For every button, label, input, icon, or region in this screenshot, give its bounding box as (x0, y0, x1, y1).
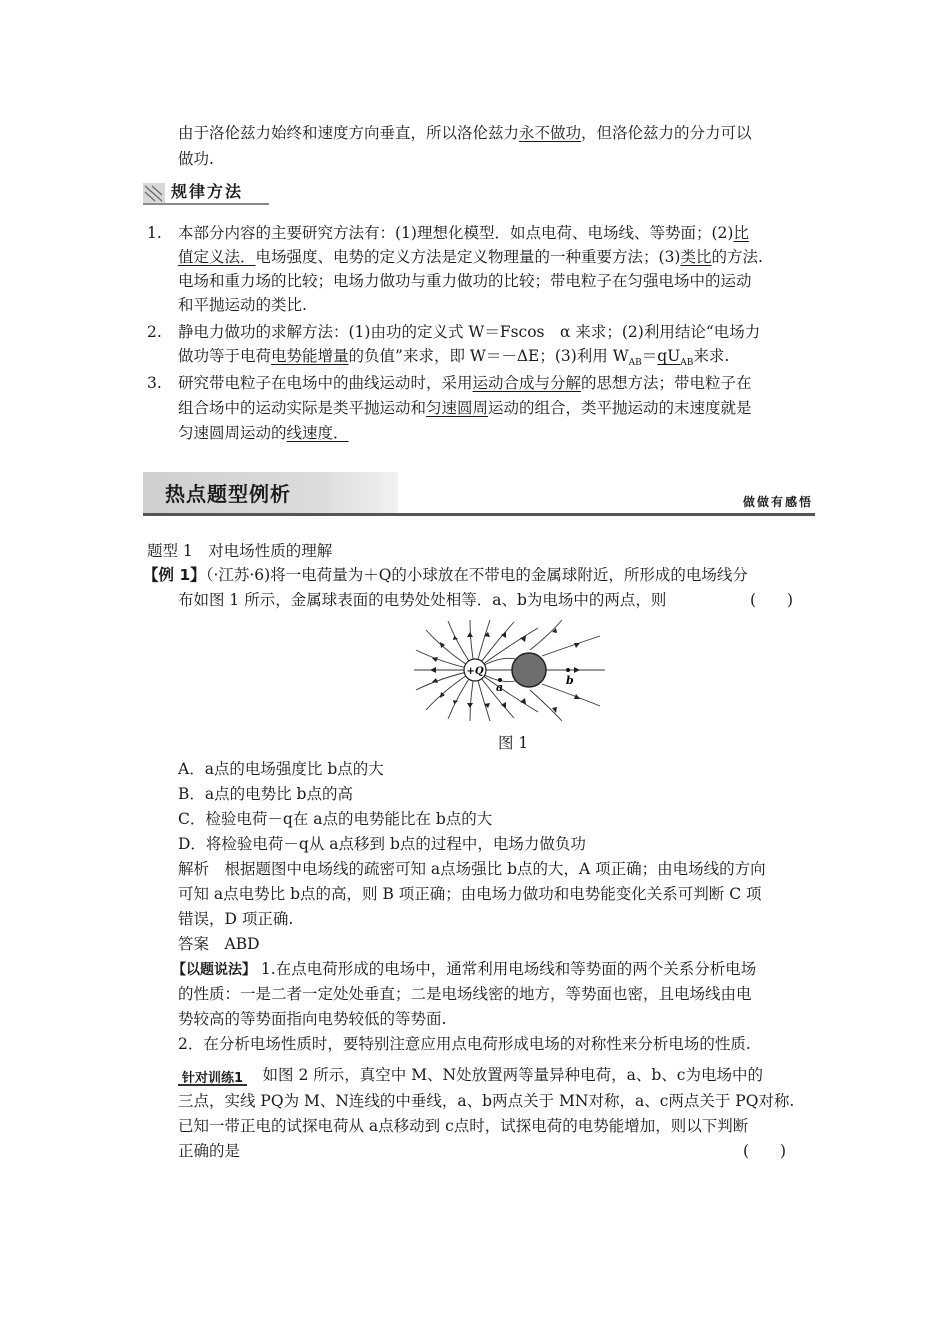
figure-caption: 图 1 (498, 734, 529, 752)
training-label-box (178, 1066, 247, 1086)
arrow-head (430, 667, 436, 673)
method-heading (143, 182, 269, 204)
arrow-head (552, 707, 557, 713)
note-line-4: 2．在分析电场性质时，要特别注意应用点电荷形成电场的对称性来分析电场的性质. (178, 1035, 751, 1053)
charge-label: +Q (466, 666, 484, 677)
hot-section-right-label: 做做有感悟 (742, 495, 813, 509)
hot-section-title: 热点题型例析 (165, 482, 291, 506)
method-item-3-line-1 (178, 372, 752, 394)
intro-text: 由于洛伦兹力始终和速度方向垂直，所以洛伦兹力 (178, 124, 520, 142)
text: 本部分内容的主要研究方法有：(1)理想化模型．如点电荷、电场线、等势面；(2) (178, 224, 734, 242)
arrow-head (453, 636, 458, 640)
method-item-1-line-1 (178, 222, 749, 244)
hot-section-banner (143, 472, 815, 518)
text: 做功等于电荷 (178, 347, 272, 365)
arrow-head (467, 632, 473, 637)
note-line-2: 的性质：一是二者一定处处垂直；二是电场线密的地方，等势面也密，且电场线由电 (178, 985, 752, 1003)
method-title: 规律方法 (171, 182, 244, 201)
intro-line-2: 做功. (178, 150, 214, 168)
point-a-label: a (496, 681, 504, 694)
arrow-head (501, 702, 506, 708)
answer-parenthesis: ( ) (750, 591, 794, 609)
method-item-3-line-2 (178, 397, 752, 419)
training-line-1 (178, 1064, 763, 1086)
arrow-head (574, 667, 580, 673)
underlined-text: 运动合成与分解 (472, 374, 582, 392)
field-line (530, 690, 562, 721)
example-label: 【例 1】 (143, 566, 206, 584)
field-line (542, 636, 600, 656)
field-line (530, 620, 562, 650)
point-b-label: b (566, 674, 574, 687)
subscript: AB (680, 358, 694, 369)
method-item-3-number: 3. (147, 374, 162, 392)
text: 组合场中的运动实际是类平抛运动和 (178, 399, 427, 417)
method-item-2-line-2 (178, 345, 729, 374)
underlined-text: qU (657, 347, 681, 365)
method-item-3-line-3 (178, 422, 349, 444)
text: 研究带电粒子在电场中的曲线运动时，采用 (178, 374, 473, 392)
intro-underlined: 永不做功 (519, 124, 582, 142)
underlined-text: 类比 (680, 248, 712, 266)
text: 电场强度、电势的定义方法是定义物理量的一种重要方法；(3) (255, 248, 681, 266)
analysis-line-1: 解析 根据题图中电场线的疏密可知 a点场强比 b点的大，A 项正确；由电场线的方向 (178, 860, 766, 878)
metal-sphere (512, 653, 546, 687)
arrow-head (453, 700, 458, 704)
answer-line: 答案 ABD (178, 935, 260, 953)
arrow-head (467, 703, 473, 708)
field-lines-figure (410, 618, 610, 723)
analysis-line-2: 可知 a点电势比 b点的高，则 B 项正确；由电场力做功和电势能变化关系可判断 C 项 (178, 885, 762, 903)
arrow-head (501, 632, 506, 638)
method-item-1-line-4: 和平抛运动的类比. (178, 296, 307, 314)
option-d: D．将检验电荷－q从 a点移到 b点的过程中，电场力做负功 (178, 835, 586, 853)
question-type-title: 题型 1 对电场性质的理解 (147, 542, 333, 560)
underlined-text: 值定义法． (178, 248, 256, 266)
text: ＝ (641, 347, 658, 365)
method-heading-underline (143, 203, 269, 205)
text: 运动的组合，类平抛运动的末速度就是 (488, 399, 752, 417)
training-label: 针对训练1 (182, 1071, 244, 1086)
banner-underline (143, 513, 815, 516)
training-line-2: 三点，实线 PQ为 M、N连线的中垂线，a、b两点关于 MN对称，a、c两点关于 PQ对称. (178, 1092, 795, 1110)
field-line (542, 684, 600, 706)
note-text: 1.在点电荷形成的电场中，通常利用电场线和等势面的两个关系分析电场 (256, 960, 757, 978)
text: 的思想方法；带电粒子在 (581, 374, 752, 392)
option-c: C．检验电荷－q在 a点的电势能比在 b点的大 (178, 810, 493, 828)
diagonal-stripes-icon (143, 183, 165, 203)
option-b: B．a点的电势比 b点的高 (178, 785, 353, 803)
note-line-3: 势较高的等势面指向电势较低的等势面. (178, 1010, 447, 1028)
text: 匀速圆周运动的 (178, 424, 287, 442)
method-item-2-number: 2. (147, 323, 162, 341)
intro-line-1 (178, 122, 752, 144)
underlined-text: 电势能增量 (271, 347, 349, 365)
method-item-1-line-2 (178, 246, 763, 268)
analysis-line-3: 错误，D 项正确. (178, 910, 294, 928)
note-line-1 (172, 958, 756, 981)
method-item-1-line-3: 电场和重力场的比较；电场力做功与重力做功的比较；带电粒子在匀强电场中的运动 (178, 272, 752, 290)
underlined-text: 比 (733, 224, 749, 242)
text: 来求. (693, 347, 730, 365)
training-answer-parenthesis: ( ) (743, 1142, 787, 1160)
example-line-2: 布如图 1 所示，金属球表面的电势处处相等．a、b为电场中的两点，则 (178, 591, 667, 609)
subscript: AB (628, 358, 642, 369)
training-text: 如图 2 所示，真空中 M、N处放置两等量异种电荷，a、b、c为电场中的 (247, 1066, 763, 1084)
option-a: A．a点的电场强度比 b点的大 (178, 760, 384, 778)
example-line-1 (143, 564, 748, 586)
underlined-text: 线速度． (286, 424, 349, 442)
arrow-head (574, 643, 580, 648)
note-label: 【以题说法】 (172, 962, 256, 978)
underlined-text: 匀速圆周 (426, 399, 489, 417)
point-b-dot (566, 668, 570, 672)
text: 的方法. (711, 248, 763, 266)
text: 的负值”来求，即 W＝－ΔE；(3)利用 W (348, 347, 629, 365)
intro-text-tail: ，但洛伦兹力的分力可以 (581, 124, 752, 142)
training-line-3: 已知一带正电的试探电荷从 a点移动到 c点时，试探电荷的电势能增加，则以下判断 (178, 1117, 749, 1135)
example-text: （·江苏·6)将一电荷量为＋Q的小球放在不带电的金属球附近，所形成的电场线分 (205, 566, 748, 584)
method-item-2-line-1: 静电力做功的求解方法：(1)由功的定义式 W＝Fscos α 来求；(2)利用结论“电场力 (178, 323, 761, 341)
training-line-4: 正确的是 (178, 1142, 241, 1160)
method-item-1-number: 1. (147, 224, 162, 242)
